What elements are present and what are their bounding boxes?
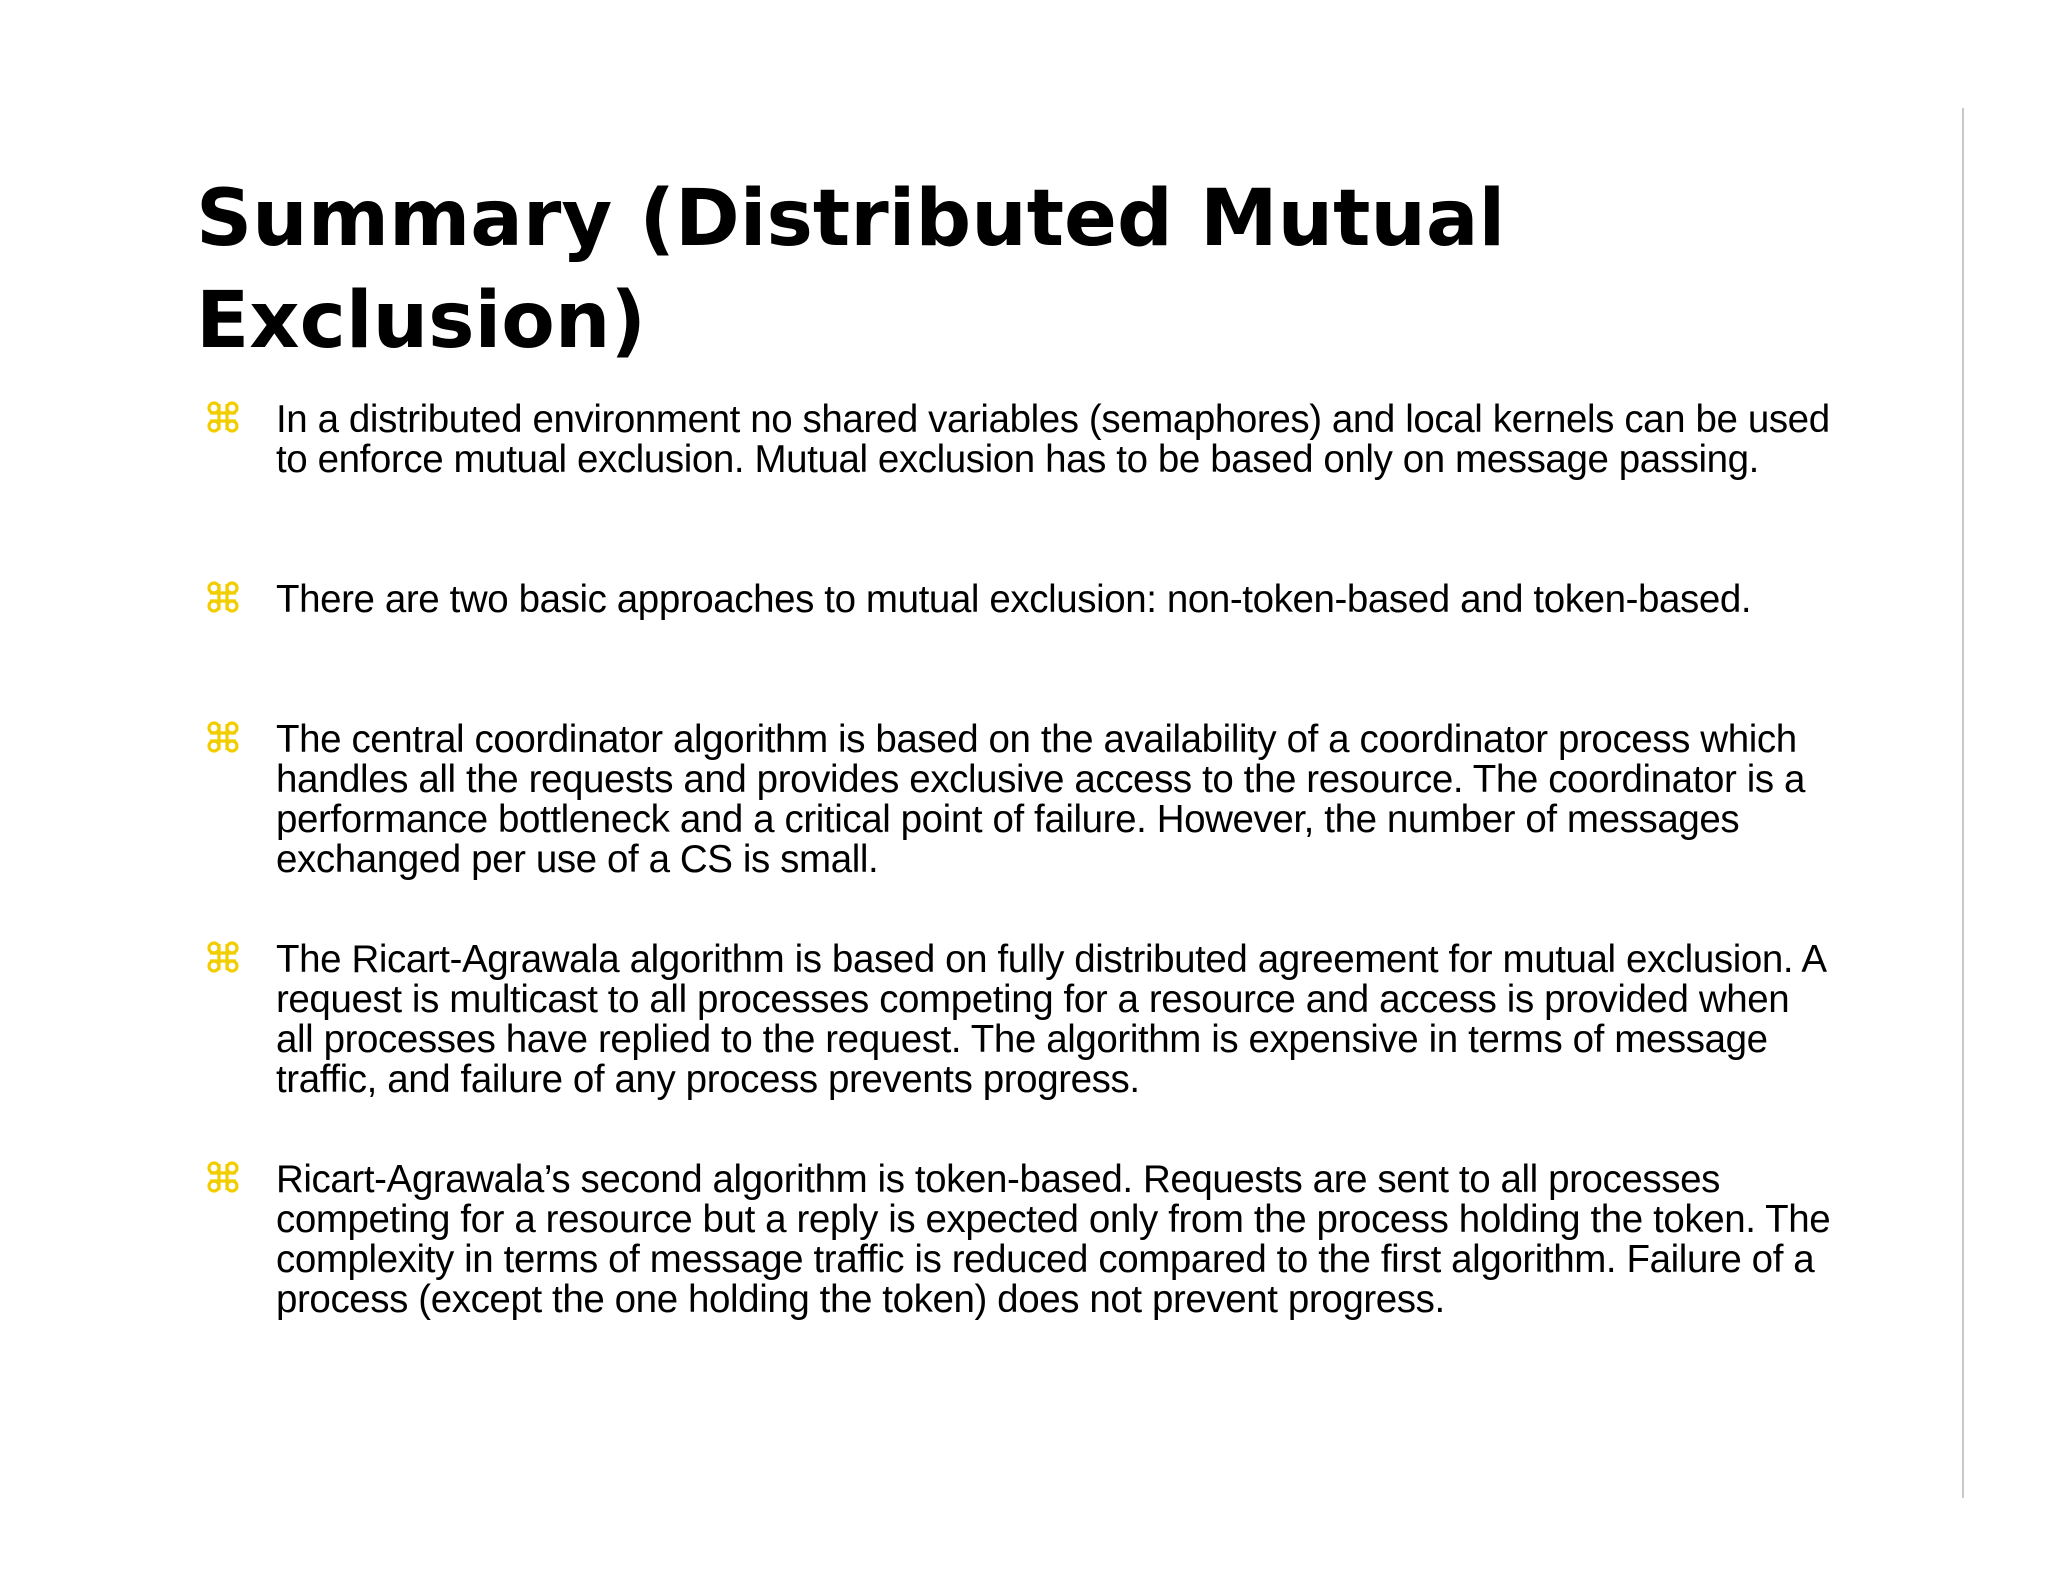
place-of-interest-sign-icon <box>206 720 246 760</box>
vertical-divider <box>1962 108 1964 1498</box>
bullet-text: The Ricart-Agrawala algorithm is based on fully distributed agreement for mutual exclusion. A request is multicast to all processes competing for a resource and access is provided when all processes have replied to the request. The algorithm is expensive in terms of message traffic, and failure of any process prevents progress. <box>276 938 1825 1101</box>
place-of-interest-sign-icon <box>206 400 246 440</box>
place-of-interest-sign-icon <box>206 1160 246 1200</box>
bullet-text: The central coordinator algorithm is based on the availability of a coordinator process which handles all the requests and provides exclusive access to the resource. The coordinator is a performance bottleneck and a critical point of failure. However, the number of messages exchanged per use of a CS is small. <box>276 718 1806 881</box>
bullet-text: In a distributed environment no shared variables (semaphores) and local kernels can be used to enforce mutual exclusion. Mutual exclusion has to be based only on message passing. <box>276 398 1830 481</box>
place-of-interest-sign-icon <box>206 940 246 980</box>
slide-title: Summary (Distributed Mutual Exclusion) <box>196 174 1506 366</box>
place-of-interest-sign-icon <box>206 580 246 620</box>
bullet-text: There are two basic approaches to mutual exclusion: non-token-based and token-based. <box>276 578 1752 621</box>
bullet-text: Ricart-Agrawala’s second algorithm is token-based. Requests are sent to all processes competing for a resource but a reply is expected only from the process holding the token. The complexity in terms of message traffic is reduced compared to the first algorithm. Failure of a process (except the one holding the token) does not prevent progress. <box>276 1158 1831 1321</box>
